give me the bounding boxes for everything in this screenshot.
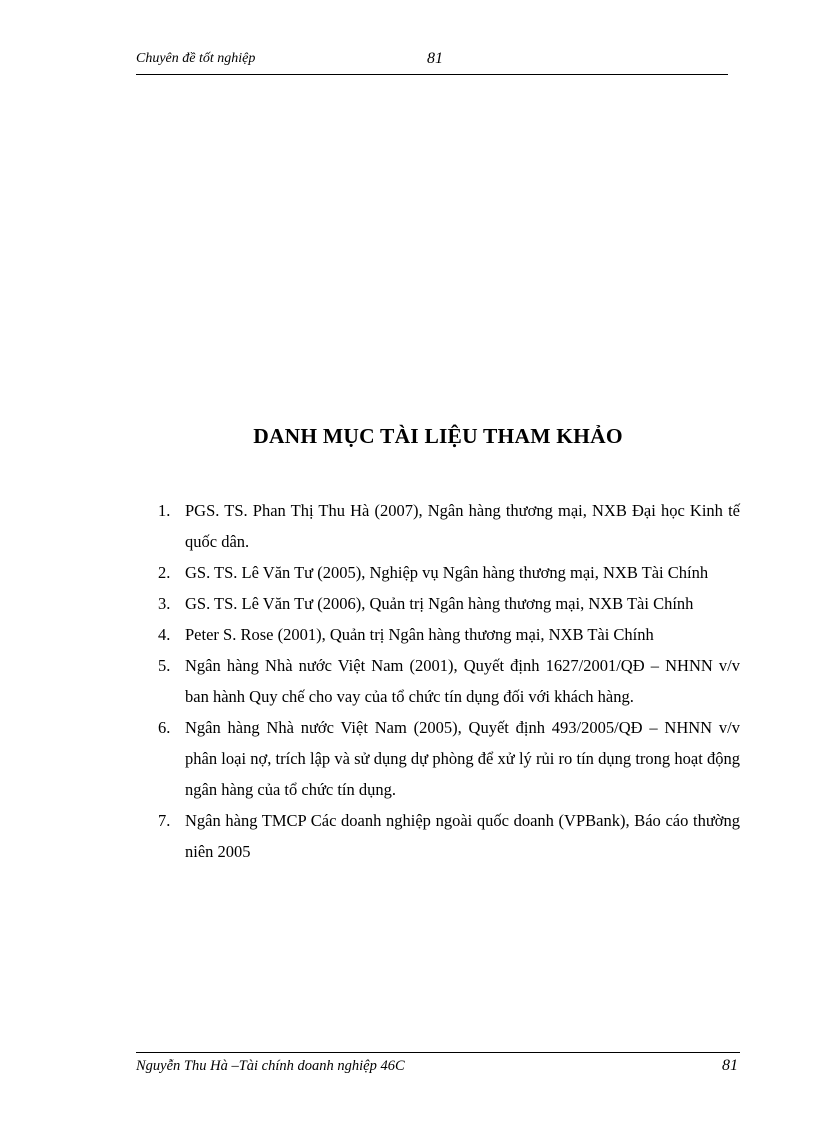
reference-item [152, 805, 740, 867]
page-title: DANH MỤC TÀI LIỆU THAM KHẢO [253, 424, 623, 448]
reference-item [152, 557, 740, 588]
reference-item [152, 619, 740, 650]
header-page-number: 81 [427, 50, 443, 67]
reference-item [152, 495, 740, 557]
reference-text: PGS. TS. Phan Thị Thu Hà (2007), Ngân hàng thương mại, NXB Đại học Kinh tế quốc dân. [185, 501, 740, 551]
footer-page-number: 81 [722, 1057, 738, 1074]
reference-number: 7. [158, 811, 171, 830]
reference-item [152, 588, 740, 619]
reference-text: GS. TS. Lê Văn Tư (2006), Quản trị Ngân hàng thương mại, NXB Tài Chính [185, 594, 694, 613]
reference-item [152, 650, 740, 712]
reference-number: 4. [158, 625, 171, 644]
footer-author-line: Nguyễn Thu Hà –Tài chính doanh nghiệp 46C [136, 1058, 405, 1074]
reference-item [152, 712, 740, 805]
reference-number: 5. [158, 656, 171, 675]
reference-text: GS. TS. Lê Văn Tư (2005), Nghiệp vụ Ngân hàng thương mại, NXB Tài Chính [185, 563, 709, 582]
reference-number: 1. [158, 501, 171, 520]
reference-text: Ngân hàng Nhà nước Việt Nam (2001), Quyết định 1627/2001/QĐ – NHNN v/v ban hành Quy chế cho vay của tổ chức tín dụng đối với khách hàng. [185, 656, 740, 706]
header-running-title: Chuyên đề tốt nghiệp [136, 51, 256, 66]
reference-text: Peter S. Rose (2001), Quản trị Ngân hàng thương mại, NXB Tài Chính [185, 625, 654, 644]
reference-number: 6. [158, 718, 171, 737]
reference-number: 2. [158, 563, 171, 582]
reference-text: Ngân hàng TMCP Các doanh nghiệp ngoài quốc doanh (VPBank), Báo cáo thường niên 2005 [185, 811, 740, 861]
page-footer [136, 1052, 740, 1079]
reference-text: Ngân hàng Nhà nước Việt Nam (2005), Quyết định 493/2005/QĐ – NHNN v/v phân loại nợ, trích lập và sử dụng dự phòng để xử lý rủi ro tín dụng trong hoạt động ngân hàng của tổ chức tín dụng. [185, 718, 740, 799]
reference-list [152, 495, 740, 867]
reference-number: 3. [158, 594, 171, 613]
page-header [136, 48, 728, 75]
